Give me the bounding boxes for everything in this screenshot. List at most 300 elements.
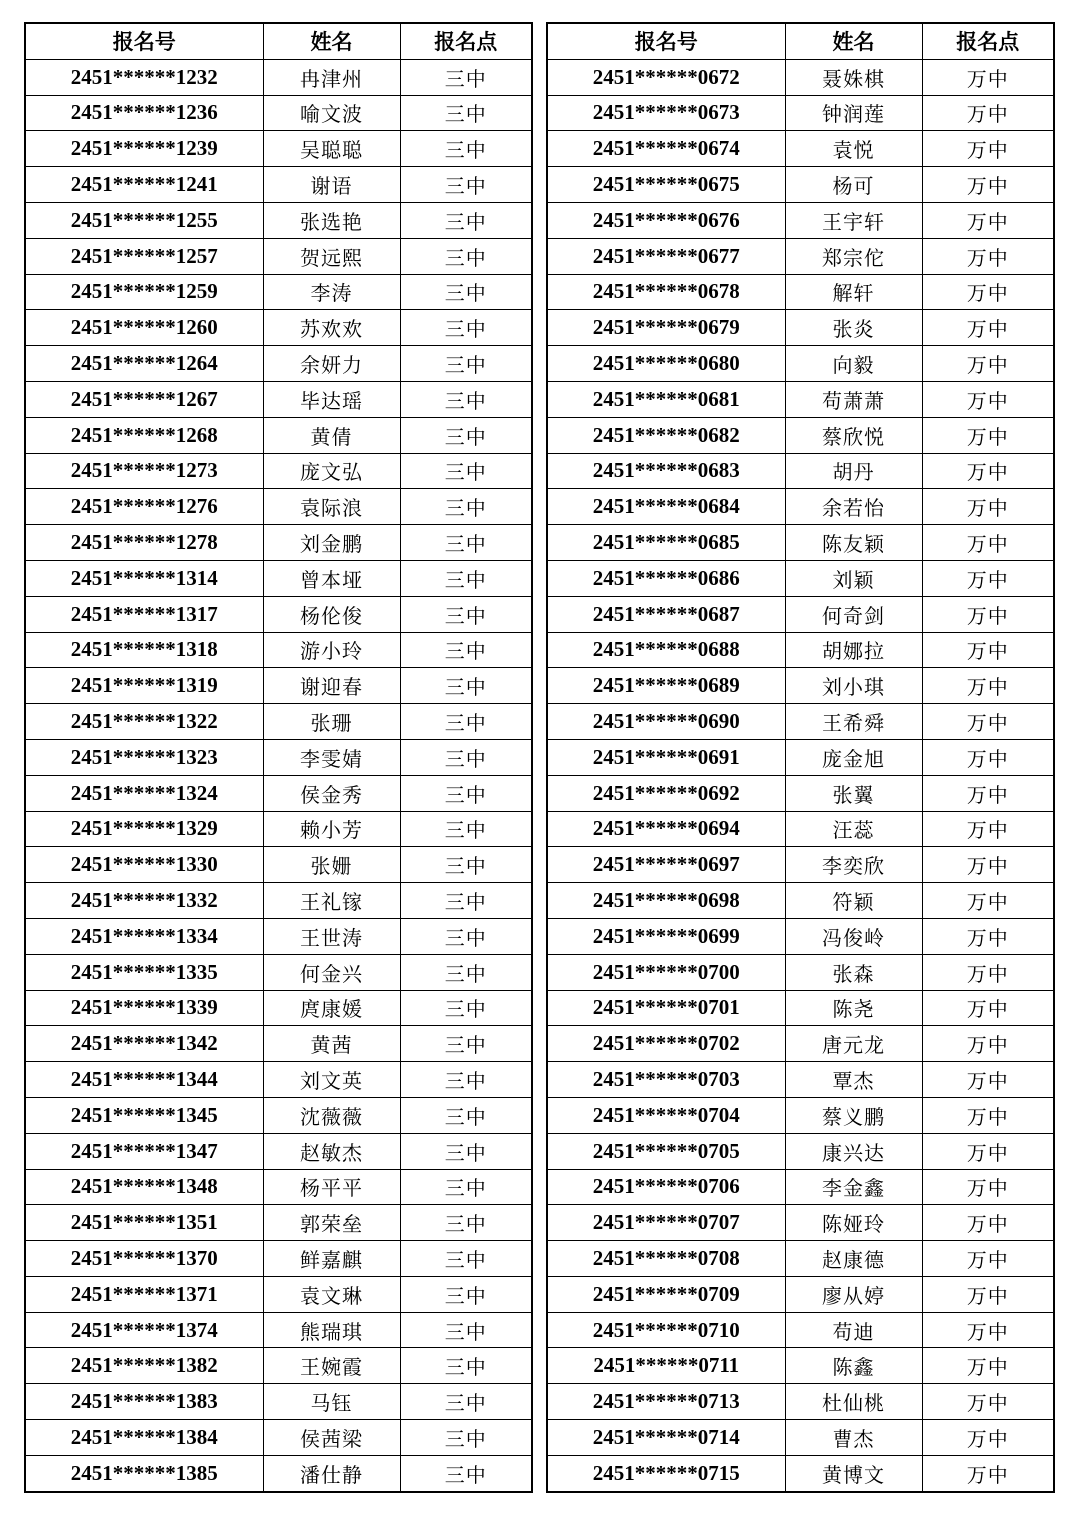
registration-site: 万中 (922, 632, 1054, 668)
registration-number: 2451******0700 (547, 954, 785, 990)
student-name: 郭荣垒 (263, 1205, 400, 1241)
registration-number: 2451******0690 (547, 704, 785, 740)
table-row (547, 668, 1054, 704)
student-name: 张姗 (263, 847, 400, 883)
header-site: 报名点 (400, 23, 532, 59)
registration-number: 2451******1384 (25, 1420, 263, 1456)
student-name: 聂姝棋 (785, 59, 922, 95)
registration-site: 万中 (922, 1241, 1054, 1277)
student-name: 王希舜 (785, 704, 922, 740)
table-row (547, 739, 1054, 775)
registration-number: 2451******0714 (547, 1420, 785, 1456)
student-name: 杜仙桃 (785, 1384, 922, 1420)
registration-number: 2451******0711 (547, 1348, 785, 1384)
registration-number: 2451******1371 (25, 1276, 263, 1312)
student-name: 王礼镓 (263, 883, 400, 919)
registration-site: 万中 (922, 489, 1054, 525)
registration-number: 2451******0710 (547, 1312, 785, 1348)
registration-number: 2451******0715 (547, 1455, 785, 1491)
registration-site: 三中 (400, 310, 532, 346)
student-name: 袁际浪 (263, 489, 400, 525)
right-roster-table (546, 22, 1055, 1493)
registration-site: 万中 (922, 739, 1054, 775)
table-row (25, 560, 532, 596)
table-row (25, 596, 532, 632)
student-name: 袁文琳 (263, 1276, 400, 1312)
student-name: 汪蕊 (785, 811, 922, 847)
student-name: 赵康德 (785, 1241, 922, 1277)
registration-site: 三中 (400, 596, 532, 632)
table-row (25, 704, 532, 740)
table-row (547, 1097, 1054, 1133)
table-row (547, 1276, 1054, 1312)
table-row (547, 59, 1054, 95)
student-name: 何金兴 (263, 954, 400, 990)
registration-site: 万中 (922, 381, 1054, 417)
registration-number: 2451******1347 (25, 1133, 263, 1169)
registration-number: 2451******1317 (25, 596, 263, 632)
registration-number: 2451******1382 (25, 1348, 263, 1384)
table-row (547, 310, 1054, 346)
registration-number: 2451******1322 (25, 704, 263, 740)
table-row (25, 847, 532, 883)
registration-number: 2451******0677 (547, 238, 785, 274)
registration-number: 2451******0682 (547, 417, 785, 453)
registration-number: 2451******0713 (547, 1384, 785, 1420)
registration-number: 2451******1241 (25, 167, 263, 203)
registration-number: 2451******1276 (25, 489, 263, 525)
registration-number: 2451******1267 (25, 381, 263, 417)
table-row (25, 131, 532, 167)
table-row (25, 632, 532, 668)
registration-number: 2451******1236 (25, 95, 263, 131)
registration-site: 万中 (922, 1026, 1054, 1062)
student-name: 庞金旭 (785, 739, 922, 775)
student-name: 陈鑫 (785, 1348, 922, 1384)
registration-site: 三中 (400, 1062, 532, 1098)
registration-site: 万中 (922, 1133, 1054, 1169)
registration-site: 三中 (400, 632, 532, 668)
header-id: 报名号 (547, 23, 785, 59)
student-name: 苟迪 (785, 1312, 922, 1348)
student-name: 沈薇薇 (263, 1097, 400, 1133)
student-name: 刘文英 (263, 1062, 400, 1098)
table-row (547, 1241, 1054, 1277)
registration-number: 2451******0675 (547, 167, 785, 203)
registration-site: 万中 (922, 704, 1054, 740)
registration-site: 三中 (400, 489, 532, 525)
table-row (547, 560, 1054, 596)
student-name: 侯茜梁 (263, 1420, 400, 1456)
table-row (547, 918, 1054, 954)
table-row (25, 668, 532, 704)
table-row (547, 632, 1054, 668)
student-name: 李金鑫 (785, 1169, 922, 1205)
student-name: 向毅 (785, 346, 922, 382)
registration-site: 万中 (922, 346, 1054, 382)
registration-site: 三中 (400, 346, 532, 382)
table-row (547, 274, 1054, 310)
registration-site: 三中 (400, 775, 532, 811)
table-row (547, 417, 1054, 453)
registration-site: 万中 (922, 918, 1054, 954)
student-name: 刘小琪 (785, 668, 922, 704)
table-row (25, 954, 532, 990)
table-row (547, 811, 1054, 847)
registration-number: 2451******0703 (547, 1062, 785, 1098)
student-name: 张翼 (785, 775, 922, 811)
registration-number: 2451******1268 (25, 417, 263, 453)
registration-site: 三中 (400, 95, 532, 131)
table-row (547, 346, 1054, 382)
registration-site: 三中 (400, 453, 532, 489)
header-name: 姓名 (263, 23, 400, 59)
table-row (25, 489, 532, 525)
student-name: 解轩 (785, 274, 922, 310)
table-row (547, 1205, 1054, 1241)
registration-number: 2451******1383 (25, 1384, 263, 1420)
student-name: 蔡欣悦 (785, 417, 922, 453)
registration-site: 三中 (400, 954, 532, 990)
registration-number: 2451******0699 (547, 918, 785, 954)
student-name: 蔡义鹏 (785, 1097, 922, 1133)
registration-site: 三中 (400, 847, 532, 883)
table-row (547, 238, 1054, 274)
registration-number: 2451******1374 (25, 1312, 263, 1348)
registration-site: 三中 (400, 560, 532, 596)
registration-number: 2451******0704 (547, 1097, 785, 1133)
student-name: 冯俊岭 (785, 918, 922, 954)
right-table-body (547, 59, 1054, 1491)
student-name: 刘金鹏 (263, 525, 400, 561)
header-id: 报名号 (25, 23, 263, 59)
registration-number: 2451******1278 (25, 525, 263, 561)
registration-number: 2451******0691 (547, 739, 785, 775)
student-name: 何奇剑 (785, 596, 922, 632)
registration-site: 万中 (922, 954, 1054, 990)
registration-site: 万中 (922, 1205, 1054, 1241)
student-name: 陈娅玲 (785, 1205, 922, 1241)
registration-number: 2451******0681 (547, 381, 785, 417)
student-name: 陈友颖 (785, 525, 922, 561)
table-row (547, 131, 1054, 167)
registration-site: 万中 (922, 1097, 1054, 1133)
student-name: 赖小芳 (263, 811, 400, 847)
student-name: 王世涛 (263, 918, 400, 954)
header-site: 报名点 (922, 23, 1054, 59)
table-row (547, 525, 1054, 561)
table-row (25, 525, 532, 561)
registration-number: 2451******0684 (547, 489, 785, 525)
student-name: 马钰 (263, 1384, 400, 1420)
registration-number: 2451******1330 (25, 847, 263, 883)
table-row (547, 704, 1054, 740)
registration-number: 2451******1335 (25, 954, 263, 990)
registration-site: 三中 (400, 883, 532, 919)
registration-site: 三中 (400, 1276, 532, 1312)
registration-number: 2451******0683 (547, 453, 785, 489)
registration-site: 三中 (400, 238, 532, 274)
registration-number: 2451******1273 (25, 453, 263, 489)
registration-number: 2451******1348 (25, 1169, 263, 1205)
registration-site: 三中 (400, 1133, 532, 1169)
registration-number: 2451******0689 (547, 668, 785, 704)
table-row (25, 1062, 532, 1098)
student-name: 毕达瑶 (263, 381, 400, 417)
student-name: 胡丹 (785, 453, 922, 489)
registration-site: 万中 (922, 1276, 1054, 1312)
student-name: 李涛 (263, 274, 400, 310)
student-name: 庹康媛 (263, 990, 400, 1026)
registration-site: 万中 (922, 1312, 1054, 1348)
registration-site: 万中 (922, 668, 1054, 704)
table-row (547, 95, 1054, 131)
registration-site: 万中 (922, 238, 1054, 274)
table-row (25, 1276, 532, 1312)
registration-site: 万中 (922, 811, 1054, 847)
student-name: 刘颖 (785, 560, 922, 596)
table-row (25, 1169, 532, 1205)
table-row (547, 1455, 1054, 1491)
table-row (25, 918, 532, 954)
table-row (25, 775, 532, 811)
registration-number: 2451******0697 (547, 847, 785, 883)
registration-number: 2451******1259 (25, 274, 263, 310)
table-row (547, 1133, 1054, 1169)
table-row (25, 59, 532, 95)
student-name: 黄倩 (263, 417, 400, 453)
student-name: 符颖 (785, 883, 922, 919)
registration-number: 2451******0686 (547, 560, 785, 596)
header-row (25, 23, 532, 59)
registration-number: 2451******1351 (25, 1205, 263, 1241)
registration-site: 三中 (400, 1420, 532, 1456)
header-row (547, 23, 1054, 59)
registration-site: 万中 (922, 95, 1054, 131)
registration-number: 2451******0674 (547, 131, 785, 167)
student-name: 熊瑞琪 (263, 1312, 400, 1348)
table-row (547, 453, 1054, 489)
student-name: 贺远熙 (263, 238, 400, 274)
registration-site: 万中 (922, 167, 1054, 203)
registration-site: 万中 (922, 131, 1054, 167)
table-row (25, 1133, 532, 1169)
registration-site: 万中 (922, 417, 1054, 453)
table-row (547, 1312, 1054, 1348)
registration-site: 万中 (922, 990, 1054, 1026)
table-row (547, 1420, 1054, 1456)
registration-site: 三中 (400, 274, 532, 310)
table-row (25, 1384, 532, 1420)
registration-number: 2451******1255 (25, 202, 263, 238)
registration-number: 2451******0672 (547, 59, 785, 95)
registration-site: 三中 (400, 1169, 532, 1205)
student-name: 黄茜 (263, 1026, 400, 1062)
table-row (547, 1026, 1054, 1062)
registration-site: 三中 (400, 1097, 532, 1133)
registration-number: 2451******1332 (25, 883, 263, 919)
registration-site: 万中 (922, 847, 1054, 883)
registration-number: 2451******0698 (547, 883, 785, 919)
left-table-body (25, 59, 532, 1491)
table-row (547, 883, 1054, 919)
registration-site: 万中 (922, 274, 1054, 310)
table-row (25, 238, 532, 274)
student-name: 黄博文 (785, 1455, 922, 1491)
table-row (25, 346, 532, 382)
registration-number: 2451******1264 (25, 346, 263, 382)
student-name: 冉津州 (263, 59, 400, 95)
student-name: 吴聪聪 (263, 131, 400, 167)
student-name: 唐元龙 (785, 1026, 922, 1062)
registration-number: 2451******0673 (547, 95, 785, 131)
registration-site: 万中 (922, 1420, 1054, 1456)
student-name: 游小玲 (263, 632, 400, 668)
student-name: 杨平平 (263, 1169, 400, 1205)
student-name: 康兴达 (785, 1133, 922, 1169)
student-name: 李奕欣 (785, 847, 922, 883)
table-row (25, 811, 532, 847)
table-row (547, 1169, 1054, 1205)
table-row (547, 381, 1054, 417)
student-name: 余妍力 (263, 346, 400, 382)
student-name: 袁悦 (785, 131, 922, 167)
registration-number: 2451******0709 (547, 1276, 785, 1312)
student-name: 张炎 (785, 310, 922, 346)
table-row (547, 1384, 1054, 1420)
registration-site: 三中 (400, 1026, 532, 1062)
registration-number: 2451******1345 (25, 1097, 263, 1133)
registration-number: 2451******0688 (547, 632, 785, 668)
registration-site: 万中 (922, 1062, 1054, 1098)
registration-number: 2451******1329 (25, 811, 263, 847)
table-row (25, 381, 532, 417)
registration-site: 三中 (400, 918, 532, 954)
student-name: 郑宗佗 (785, 238, 922, 274)
student-name: 钟润莲 (785, 95, 922, 131)
registration-number: 2451******0706 (547, 1169, 785, 1205)
registration-number: 2451******1385 (25, 1455, 263, 1491)
table-row (25, 1455, 532, 1491)
left-roster-table (24, 22, 533, 1493)
registration-site: 三中 (400, 1205, 532, 1241)
registration-site: 万中 (922, 596, 1054, 632)
table-row (547, 167, 1054, 203)
registration-number: 2451******0680 (547, 346, 785, 382)
registration-number: 2451******0687 (547, 596, 785, 632)
registration-number: 2451******1344 (25, 1062, 263, 1098)
registration-site: 三中 (400, 59, 532, 95)
registration-site: 三中 (400, 167, 532, 203)
registration-site: 万中 (922, 883, 1054, 919)
table-row (25, 1026, 532, 1062)
registration-number: 2451******0685 (547, 525, 785, 561)
registration-site: 三中 (400, 1312, 532, 1348)
registration-number: 2451******0701 (547, 990, 785, 1026)
student-name: 张珊 (263, 704, 400, 740)
registration-site: 万中 (922, 1169, 1054, 1205)
student-name: 曾本垭 (263, 560, 400, 596)
student-name: 张选艳 (263, 202, 400, 238)
registration-site: 三中 (400, 668, 532, 704)
registration-number: 2451******1314 (25, 560, 263, 596)
registration-number: 2451******0702 (547, 1026, 785, 1062)
table-row (25, 202, 532, 238)
student-name: 苏欢欢 (263, 310, 400, 346)
registration-number: 2451******1324 (25, 775, 263, 811)
student-name: 杨伦俊 (263, 596, 400, 632)
registration-site: 三中 (400, 1384, 532, 1420)
registration-site: 三中 (400, 381, 532, 417)
student-name: 陈尧 (785, 990, 922, 1026)
student-name: 李雯婧 (263, 739, 400, 775)
table-row (25, 883, 532, 919)
registration-site: 三中 (400, 1348, 532, 1384)
registration-number: 2451******1370 (25, 1241, 263, 1277)
registration-site: 三中 (400, 525, 532, 561)
registration-site: 万中 (922, 1384, 1054, 1420)
student-name: 王宇轩 (785, 202, 922, 238)
registration-number: 2451******1232 (25, 59, 263, 95)
registration-number: 2451******1239 (25, 131, 263, 167)
registration-site: 万中 (922, 1348, 1054, 1384)
registration-number: 2451******0692 (547, 775, 785, 811)
student-name: 胡娜拉 (785, 632, 922, 668)
table-row (25, 1241, 532, 1277)
registration-number: 2451******0705 (547, 1133, 785, 1169)
table-row (25, 1312, 532, 1348)
registration-site: 三中 (400, 202, 532, 238)
table-row (25, 417, 532, 453)
registration-number: 2451******0708 (547, 1241, 785, 1277)
registration-site: 三中 (400, 704, 532, 740)
registration-site: 万中 (922, 525, 1054, 561)
registration-site: 万中 (922, 775, 1054, 811)
table-row (25, 1348, 532, 1384)
student-name: 庞文弘 (263, 453, 400, 489)
student-name: 喻文波 (263, 95, 400, 131)
registration-number: 2451******1257 (25, 238, 263, 274)
table-row (547, 596, 1054, 632)
registration-site: 三中 (400, 417, 532, 453)
registration-number: 2451******0676 (547, 202, 785, 238)
registration-site: 三中 (400, 131, 532, 167)
registration-site: 万中 (922, 560, 1054, 596)
table-row (547, 775, 1054, 811)
registration-site: 万中 (922, 59, 1054, 95)
table-row (547, 990, 1054, 1026)
student-name: 侯金秀 (263, 775, 400, 811)
table-row (547, 1062, 1054, 1098)
registration-site: 三中 (400, 811, 532, 847)
registration-site: 三中 (400, 990, 532, 1026)
student-name: 谢迎春 (263, 668, 400, 704)
header-name: 姓名 (785, 23, 922, 59)
student-name: 杨可 (785, 167, 922, 203)
registration-number: 2451******0678 (547, 274, 785, 310)
table-row (547, 1348, 1054, 1384)
table-row (25, 1205, 532, 1241)
table-row (25, 453, 532, 489)
student-name: 苟萧萧 (785, 381, 922, 417)
student-name: 廖从婷 (785, 1276, 922, 1312)
registration-number: 2451******1319 (25, 668, 263, 704)
student-name: 谢语 (263, 167, 400, 203)
student-name: 曹杰 (785, 1420, 922, 1456)
student-name: 覃杰 (785, 1062, 922, 1098)
registration-site: 万中 (922, 453, 1054, 489)
student-name: 鲜嘉麒 (263, 1241, 400, 1277)
